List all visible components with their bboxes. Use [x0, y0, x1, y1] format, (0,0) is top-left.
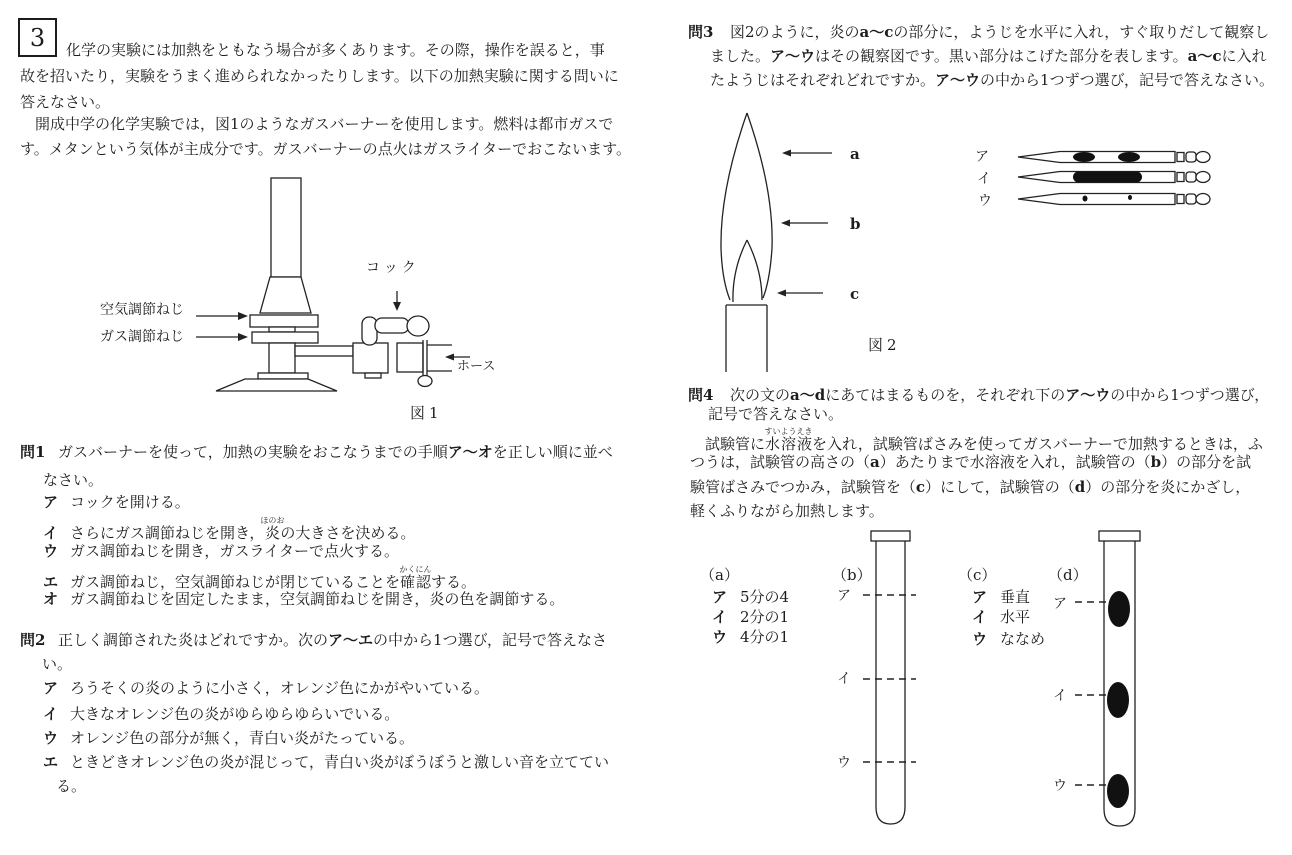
q1-heading — [20, 442, 613, 462]
setup-line-1: 開成中学の化学実験では，図1のようなガスバーナーを使用します。燃料は都市ガスで — [20, 115, 614, 133]
flame-outline — [721, 113, 772, 372]
q4-body-line-4: 軽くふりながら加熱します。 — [690, 502, 884, 520]
intro-line-3: 答えなさい。 — [20, 93, 111, 111]
q2-choice-u — [43, 728, 414, 748]
choice-text: 水平 — [1000, 608, 1031, 626]
q3-line-3: たようじはそれぞれどれですか。ア〜ウの中から1つずつ選び，記号で答えなさい。 — [710, 71, 1274, 89]
q2-heading-text: 正しく調節された炎はどれですか。次のア〜エの中から1つ選び，記号で答えなさ — [58, 631, 607, 649]
q4-heading — [688, 385, 1269, 405]
choice-text: さらにガス調節ねじを開き，炎ほのおの大きさを決める。 — [70, 516, 416, 542]
choice-text: オレンジ色の部分が無く，青白い炎がたっている。 — [70, 729, 414, 747]
q1-choice-e — [43, 565, 476, 592]
cock-lever-knob — [407, 316, 429, 336]
intro-line-1: 化学の実験には加熱をともなう場合が多くあります。その際，操作を誤ると，事 — [66, 41, 605, 59]
q4-line-2: 記号で答えなさい。 — [708, 405, 844, 423]
choice-text: ときどきオレンジ色の炎が混じって，青白い炎がぼうぼうと激しい音を立ててい — [70, 753, 609, 771]
flame-and-toothpicks-drawing — [650, 100, 1290, 372]
q2-marker: 問2 — [20, 631, 46, 649]
gas-screw-label: ガス調節ねじ — [100, 329, 184, 345]
burner-arm — [295, 346, 353, 356]
choice-text: ガス調節ねじ，空気調節ねじが閉じていることを確認かくにんする。 — [70, 565, 477, 591]
tube-d-rim — [1099, 531, 1140, 541]
choice-marker: エ — [43, 753, 59, 771]
q1-heading-cont: なさい。 — [43, 471, 104, 489]
test-tube-b — [863, 531, 916, 824]
tube-b-marker-a: ア — [837, 588, 851, 604]
choice-marker: ウ — [972, 630, 988, 648]
intro-line-2: 故を招いたり，実験をうまく進められなかったりします。以下の加熱実験に関する問いに — [20, 67, 619, 85]
q2-choice-i — [43, 704, 399, 724]
setup-line-2: す。メタンという気体が主成分です。ガスバーナーの点火はガスライターでおこないます。 — [20, 140, 631, 158]
q1-choice-u — [43, 541, 399, 561]
problem-number: 3 — [29, 23, 46, 52]
gas-burner-drawing — [20, 160, 630, 422]
q4-body-line-3: 験管ばさみでつかみ，試験管を（c）にして，試験管の（d）の部分を炎にかざし， — [690, 478, 1251, 496]
q4-line-1: 次の文のa〜dにあてはまるものを，それぞれ下のア〜ウの中から1つずつ選び， — [730, 386, 1270, 404]
problem-number-box — [18, 18, 57, 57]
burner-neck — [269, 327, 295, 332]
choice-marker: イ — [972, 608, 988, 626]
toothpick-a — [1018, 152, 1210, 163]
q3-line-2: ました。ア〜ウはその観察図です。黒い部分はこげた部分を表します。a〜cに入れ — [710, 47, 1267, 65]
flame-label-b: b — [850, 215, 861, 233]
toothpick-a-marker: ア — [975, 149, 989, 165]
choice-text: コックを開ける。 — [70, 493, 190, 511]
tube-d-spot-u — [1107, 774, 1129, 808]
choice-marker: ア — [712, 588, 728, 606]
choice-marker: ウ — [43, 542, 59, 560]
q1-choice-i — [43, 516, 415, 543]
option-c-label: （c） — [958, 566, 997, 584]
flame-label-a: a — [850, 145, 860, 163]
q2-choice-e — [43, 752, 609, 772]
choice-text: ガス調節ねじを開き，ガスライターで点火する。 — [70, 542, 399, 560]
choice-marker: イ — [43, 524, 59, 542]
q4-marker: 問4 — [688, 386, 714, 404]
choice-text: 4分の1 — [740, 628, 790, 646]
choice-text: 大きなオレンジ色の炎がゆらゆらゆらいでいる。 — [70, 705, 400, 723]
q1-choice-o — [43, 589, 564, 609]
flame-arrows — [777, 150, 832, 297]
burner-barrel — [271, 178, 301, 277]
choice-marker: ア — [43, 679, 59, 697]
connector-knob — [418, 376, 432, 387]
choice-marker: オ — [43, 590, 59, 608]
connector-rod — [423, 340, 427, 376]
tube-b-marker-i: イ — [837, 671, 851, 687]
choice-text: ガス調節ねじを固定したまま，空気調節ねじを開き，炎の色を調節する。 — [70, 590, 565, 608]
burner-base — [216, 379, 337, 391]
test-tubes-drawing — [650, 525, 1290, 855]
cock-tab — [365, 373, 381, 378]
choice-marker: ウ — [712, 628, 728, 646]
q3-line-1: 図2のように，炎のa〜cの部分に，ようじを水平に入れ，すぐ取りだして観察し — [730, 23, 1270, 41]
cock-post — [362, 317, 377, 345]
q2-choice-e-cont: る。 — [56, 777, 87, 795]
choice-marker: エ — [43, 573, 59, 591]
tube-d-marker-a: ア — [1053, 596, 1067, 612]
toothpick-i-marker: イ — [977, 171, 991, 187]
gas-adjust-ring — [252, 332, 318, 343]
choice-marker: イ — [712, 608, 728, 626]
choice-marker: ウ — [43, 729, 59, 747]
q4-body-line-2: つうは，試験管の高さの（a）あたりまで水溶液を入れ，試験管の（b）の部分を試 — [690, 453, 1252, 471]
inner-flame — [733, 240, 747, 302]
test-tubes-figure — [650, 525, 1290, 855]
figure1 — [20, 160, 630, 422]
tube-d-spot-a — [1108, 591, 1130, 627]
q1-heading-text: ガスバーナーを使って，加熱の実験をおこなうまでの手順ア〜オを正しい順に並べ — [58, 443, 613, 461]
burner-tube — [726, 305, 767, 372]
q2-heading-cont: い。 — [42, 655, 73, 673]
q3-heading — [688, 22, 1269, 42]
toothpick-u — [1018, 194, 1210, 205]
air-screw-label: 空気調節ねじ — [100, 302, 184, 318]
q4-body-line-1: 試験管に水溶液すいようえきを入れ，試験管ばさみを使ってガスバーナーで加熱するときは，ふ — [690, 427, 1263, 453]
tube-b-rim — [871, 531, 910, 541]
choice-text: 5分の4 — [740, 588, 790, 606]
burner-cone — [260, 277, 311, 313]
tube-b-marker-u: ウ — [837, 755, 851, 771]
toothpick-i — [1018, 172, 1210, 183]
burner-column — [269, 343, 295, 373]
flame-label-c: c — [850, 285, 860, 303]
base-collar — [258, 373, 308, 379]
choice-marker: ア — [43, 493, 59, 511]
option-d-label: （d） — [1048, 566, 1088, 584]
choice-text: 2分の1 — [740, 608, 790, 626]
q1-marker: 問1 — [20, 443, 46, 461]
choice-text: 垂直 — [1000, 588, 1031, 606]
q3-marker: 問3 — [688, 23, 714, 41]
choice-marker: イ — [43, 705, 59, 723]
choice-text: ななめ — [1000, 630, 1046, 648]
cock-label: コック — [366, 260, 420, 276]
tube-d-spot-i — [1107, 682, 1129, 718]
figure1-caption: 図1 — [410, 404, 443, 422]
choice-text: ろうそくの炎のように小さく，オレンジ色にかがやいている。 — [70, 679, 489, 697]
cock-lever — [375, 318, 409, 333]
choice-marker: ア — [972, 588, 988, 606]
toothpick-u-marker: ウ — [978, 193, 992, 209]
tube-d-marker-i: イ — [1053, 688, 1067, 704]
hose-connector — [397, 343, 423, 372]
tube-d-marker-u: ウ — [1053, 778, 1067, 794]
hose-label: ホース — [457, 359, 496, 374]
option-a-label: （a） — [700, 566, 739, 584]
cock-body — [353, 343, 388, 373]
air-adjust-ring — [250, 315, 318, 327]
figure2 — [650, 100, 1290, 372]
q1-choice-a — [43, 492, 190, 512]
q2-heading — [20, 630, 607, 650]
figure2-caption: 図2 — [868, 336, 901, 354]
option-b-label: （b） — [832, 566, 872, 584]
q2-choice-a — [43, 678, 489, 698]
test-tube-d — [1075, 531, 1140, 826]
